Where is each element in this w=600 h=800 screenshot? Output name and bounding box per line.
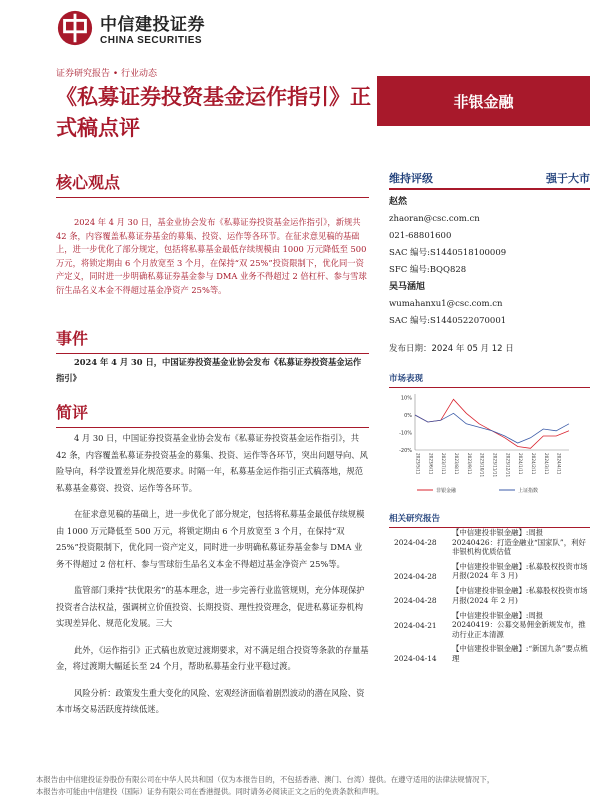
x-tick-label: 2023/7/11 [441,453,447,475]
y-tick-label: -20% [399,448,412,454]
x-tick-label: 2023/6/11 [428,453,434,475]
related-item[interactable] [394,528,590,557]
review-body [56,430,369,728]
x-tick-label: 2023/10/11 [479,453,485,478]
x-tick-label: 2024/3/11 [543,453,549,475]
core-text: 2024 年 4 月 30 日，基金业协会发布《私募证券投资基金运作指引》，新规共 42 条，内容覆盖私募证券基金的募集、投资、运作等各环节。在征求意见稿的基础上，进一步优化了部分规定，包括将私募基金最低存续规模由 1000 万元降低至 500 万元，将锁定期由 6 个月放宽至 3 个月，在保持“双 25%”投资限制下，优化同一资产定义，同时进一步明确私募证券基金参与 DMA 业务不得超过 2 倍杠杆、参与雪球衍生品名义本金不得超过基金净资产 25%等。 [56,217,367,295]
related-title[interactable]: 【中信建投非银金融】:周报 20240419：公募交易佣金新规发布，推动行业正本清源 [452,610,586,639]
series-line-a [415,399,569,448]
related-date: 2024-04-28 [394,538,437,547]
rating-value: 强于大市 [546,172,590,185]
company-logo [56,8,205,48]
y-tick-label: -10% [399,430,412,437]
rating-label: 维持评级 [389,172,433,185]
review-paragraph: 此外，《运作指引》正式稿也放宽过渡期要求，对不满足组合投资等条款的存量基金，将过渡期大幅延长至 24 个月，帮助私募基金行业平稳过渡。 [56,644,369,671]
related-date: 2024-04-28 [394,571,437,581]
market-chart [389,388,590,498]
related-title[interactable]: 【中信建投非银金融】:“新国九条”要点梳理 [452,644,588,663]
related-item[interactable] [394,586,590,606]
analyst-name: 吴马涵旭 [389,282,426,292]
x-tick-label: 2023/8/11 [454,453,459,475]
market-heading: 市场表现 [389,372,590,388]
review-paragraph: 4 月 30 日，中国证券投资基金业协会发布《私募证券投资基金运作指引》，共 42 条，内容覆盖私募证券投资基金的募集、投资、运作等各环节，突出问题导向、风险导向，科学设置差异化规范要求。时隔一年，私募基金运作指引正式稿落地，规范私募基金募资、投资、运作等各环节。 [56,433,368,493]
review-paragraph: 风险分析：政策发生重大变化的风险、宏观经济面临着剧烈波动的潜在风险、资本市场交易活跃度持续低迷。 [56,687,365,714]
disclaimer [0,774,600,798]
related-date: 2024-04-28 [394,596,437,605]
csc-logo-icon [56,9,94,47]
x-tick-label: 2023/12/11 [505,453,511,478]
logo-cn: 中信建投证券 [100,15,205,35]
series-line-b [415,413,569,443]
core-heading: 核心观点 [56,170,369,198]
y-tick-label: 0% [404,413,412,419]
x-tick-label: 2023/5/11 [415,453,421,475]
analyst-sac: SAC 编号:S1440522070001 [389,316,507,326]
sector-banner: 非银金融 [377,76,590,126]
related-title[interactable]: 【中信建投非银金融】:私募股权投资市场月报(2024 年 2 月) [452,586,588,605]
analyst-email[interactable]: wumahanxu1@csc.com.cn [389,299,503,309]
related-item[interactable] [394,562,590,582]
legend-label-b: 上证指数 [518,488,539,494]
related-title[interactable]: 【中信建投非银金融】:私募股权投资市场月报(2024 年 3 月) [452,561,588,580]
analyst-sac: SAC 编号:S1440518100009 [389,248,507,258]
x-tick-label: 2023/9/11 [466,453,472,475]
event-heading: 事件 [56,326,369,354]
review-heading: 简评 [56,400,369,428]
related-title[interactable]: 【中信建投非银金融】:周报 20240426：打造金融业“国家队”，利好非银机构优质估值 [452,528,586,556]
publish-date: 发布日期：2024 年 05 月 12 日 [389,344,514,354]
report-title: 《私募证券投资基金运作指引》正式稿点评 [56,85,371,140]
review-paragraph: 在征求意见稿的基础上，进一步优化了部分规定，包括将私募基金最低存续规模由 1000 万元降低至 500 万元，将锁定期由 6 个月放宽至 3 个月，在保持“双 25%”投资限制下，优化同一资产定义，同时进一步明确私募证券基金参与 DMA 业务不得超过 2 倍杠杆、参与雪球衍生品名义本金不得超过基金净资产 25%等。 [56,509,365,569]
rating-bar [389,168,590,190]
related-heading: 相关研究报告 [389,512,590,528]
related-item[interactable] [394,611,590,640]
disclaimer-line: 本报告由中信建投证券股份有限公司在中华人民共和国（仅为本报告目的，不包括香港、澳门、台湾）提供。在遵守适用的法律法规情况下， [36,775,495,784]
analyst-email[interactable]: zhaoran@csc.com.cn [389,214,480,224]
analyst-sfc: SFC 编号:BQQ828 [389,265,467,275]
logo-en: CHINA SECURITIES [100,35,203,46]
x-tick-label: 2024/4/11 [556,453,562,475]
related-list [394,528,590,669]
analyst-name: 赵然 [389,197,408,207]
review-paragraph: 监管部门秉持“扶优限劣”的基本理念，进一步完善行业监管规则，充分体现保护投资者合法权益，强调树立价值投资、长期投资、理性投资理念，促进私募证券机构实现差异化、规范化发展。三大 [56,585,365,628]
y-tick-label: 10% [400,395,412,402]
related-date: 2024-04-21 [394,620,437,630]
x-tick-label: 2024/1/11 [518,453,524,475]
event-text: 2024 年 4 月 30 日，中国证券投资基金业协会发布《私募证券投资基金运作指引》 [56,357,362,383]
x-tick-label: 2024/2/11 [531,453,536,475]
legend-label-a: 非银金融 [436,488,457,494]
analyst-info [389,194,590,330]
analyst-phone: 021-68801600 [389,231,452,241]
report-type: 证券研究报告 • 行业动态 [56,69,158,79]
core-section [56,170,369,297]
x-tick-label: 2023/11/11 [492,453,498,478]
related-date: 2024-04-14 [394,654,437,663]
disclaimer-line: 本报告亦可能由中信建投（国际）证券有限公司在香港提供。同时请务必阅读正文之后的免责条款和声明。 [36,787,384,796]
related-item[interactable] [394,644,590,664]
